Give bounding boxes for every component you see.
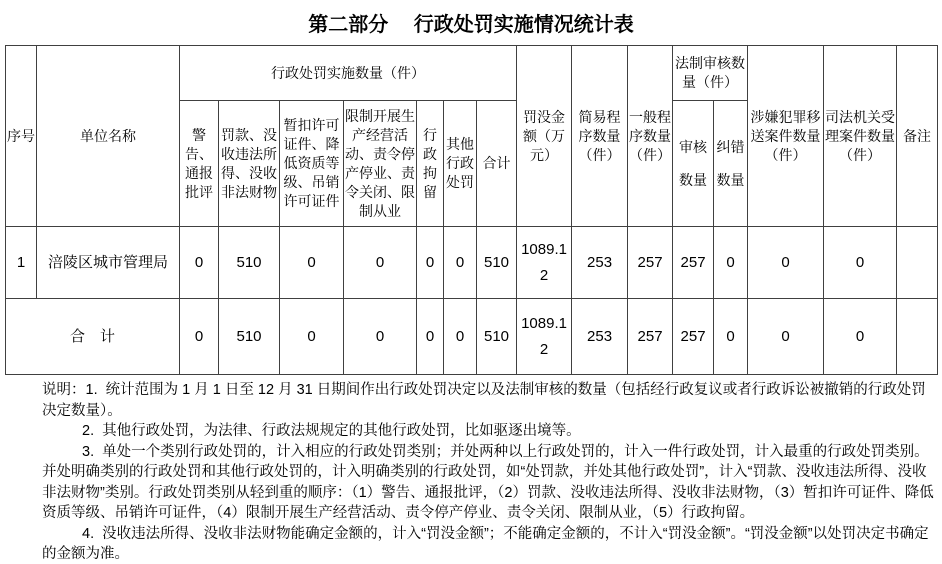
total-correction-count: 0: [714, 299, 748, 375]
row1-seq: 1: [6, 227, 37, 299]
total-remark: [897, 299, 938, 375]
col-header-general-procedure: 一般程序数量（件）: [628, 46, 673, 227]
total-administrative-detention: 0: [417, 299, 444, 375]
total-row: [6, 299, 938, 375]
total-row-label: 合 计: [6, 299, 180, 375]
total-review-count: 257: [673, 299, 714, 375]
total-summary-procedure: 253: [572, 299, 628, 375]
note-paragraph-2: 2. 其他行政处罚，为法律、行政法规规定的其他行政处罚，比如驱逐出境等。: [82, 423, 581, 439]
row1-subtotal: 510: [477, 227, 517, 299]
col-header-fine-confiscation: 罚款、没收违法所得、没收非法财物: [219, 101, 280, 227]
col-header-summary-procedure: 简易程序数量（件）: [572, 46, 628, 227]
total-license-suspension: 0: [280, 299, 344, 375]
col-header-administrative-detention: 行政拘留: [417, 101, 444, 227]
row1-business-restriction: 0: [344, 227, 417, 299]
col-header-seq: 序号: [6, 46, 37, 227]
total-warning: 0: [180, 299, 219, 375]
col-header-correction-count: 纠错数量: [714, 101, 748, 227]
col-header-crime-transfer: 涉嫌犯罪移送案件数量（件）: [748, 46, 824, 227]
row1-summary-procedure: 253: [572, 227, 628, 299]
row1-administrative-detention: 0: [417, 227, 444, 299]
col-group-legal-review: 法制审核数量（件）: [673, 46, 748, 101]
col-header-judicial-acceptance: 司法机关受理案件数量（件）: [824, 46, 897, 227]
row1-correction-count: 0: [714, 227, 748, 299]
col-header-unit-name: 单位名称: [37, 46, 180, 227]
col-header-other-penalty: 其他行政处罚: [444, 101, 477, 227]
total-crime-transfer: 0: [748, 299, 824, 375]
total-business-restriction: 0: [344, 299, 417, 375]
row1-fine-confiscation: 510: [219, 227, 280, 299]
penalty-statistics-table: [5, 45, 938, 375]
note-paragraph-1: 说明：1. 统计范围为 1 月 1 日至 12 月 31 日期间作出行政处罚决定以及法制审核的数量（包括经行政复议或者行政诉讼被撤销的行政处罚决定数量）。: [42, 382, 926, 419]
page-title: 第二部分 行政处罚实施情况统计表: [308, 14, 634, 36]
col-header-fine-amount: 罚没金额（万元）: [517, 46, 572, 227]
total-general-procedure: 257: [628, 299, 673, 375]
row1-remark: [897, 227, 938, 299]
table-row: [6, 227, 938, 299]
total-judicial-acceptance: 0: [824, 299, 897, 375]
row1-judicial-acceptance: 0: [824, 227, 897, 299]
total-subtotal: 510: [477, 299, 517, 375]
col-header-license-suspension: 暂扣许可证件、降低资质等级、吊销许可证件: [280, 101, 344, 227]
row1-crime-transfer: 0: [748, 227, 824, 299]
row1-review-count: 257: [673, 227, 714, 299]
document-page: [0, 13, 942, 564]
row1-warning: 0: [180, 227, 219, 299]
row1-license-suspension: 0: [280, 227, 344, 299]
total-fine-confiscation: 510: [219, 299, 280, 375]
col-header-business-restriction: 限制开展生产经营活动、责令停产停业、责令关闭、限制从业: [344, 101, 417, 227]
col-header-remark: 备注: [897, 46, 938, 227]
row1-other-penalty: 0: [444, 227, 477, 299]
row1-general-procedure: 257: [628, 227, 673, 299]
notes-section: [42, 380, 935, 564]
total-other-penalty: 0: [444, 299, 477, 375]
note-paragraph-3: 3. 单处一个类别行政处罚的，计入相应的行政处罚类别；并处两种以上行政处罚的，计入一件行政处罚，计入最重的行政处罚类别。并处明确类别的行政处罚和其他行政处罚的，计入明确类别的行政处罚，如“处罚款，并处其他行政处罚”，计入“罚款、没收违法所得、没收非法财物”类别。行政处罚类别从轻到重的顺序：（1）警告、通报批评，（2）罚款、没收违法所得、没收非法财物，（3）暂扣许可证件、降低资质等级、吊销许可证件，（4）限制开展生产经营活动、责令停产停业、责令关闭、限制从业，（5）行政拘留。: [42, 443, 934, 521]
col-header-warning: 警告、通报批评: [180, 101, 219, 227]
col-header-review-count: 审核数量: [673, 101, 714, 227]
row1-fine-amount: 1089.12: [517, 227, 572, 299]
note-paragraph-4: 4. 没收违法所得、没收非法财物能确定金额的，计入“罚没金额”；不能确定金额的，不计入“罚没金额”。“罚没金额”以处罚决定书确定的金额为准。: [42, 525, 929, 562]
row1-unit-name: 涪陵区城市管理局: [37, 227, 180, 299]
col-group-penalty-counts: 行政处罚实施数量（件）: [180, 46, 517, 101]
col-header-subtotal: 合计: [477, 101, 517, 227]
total-fine-amount: 1089.12: [517, 299, 572, 375]
